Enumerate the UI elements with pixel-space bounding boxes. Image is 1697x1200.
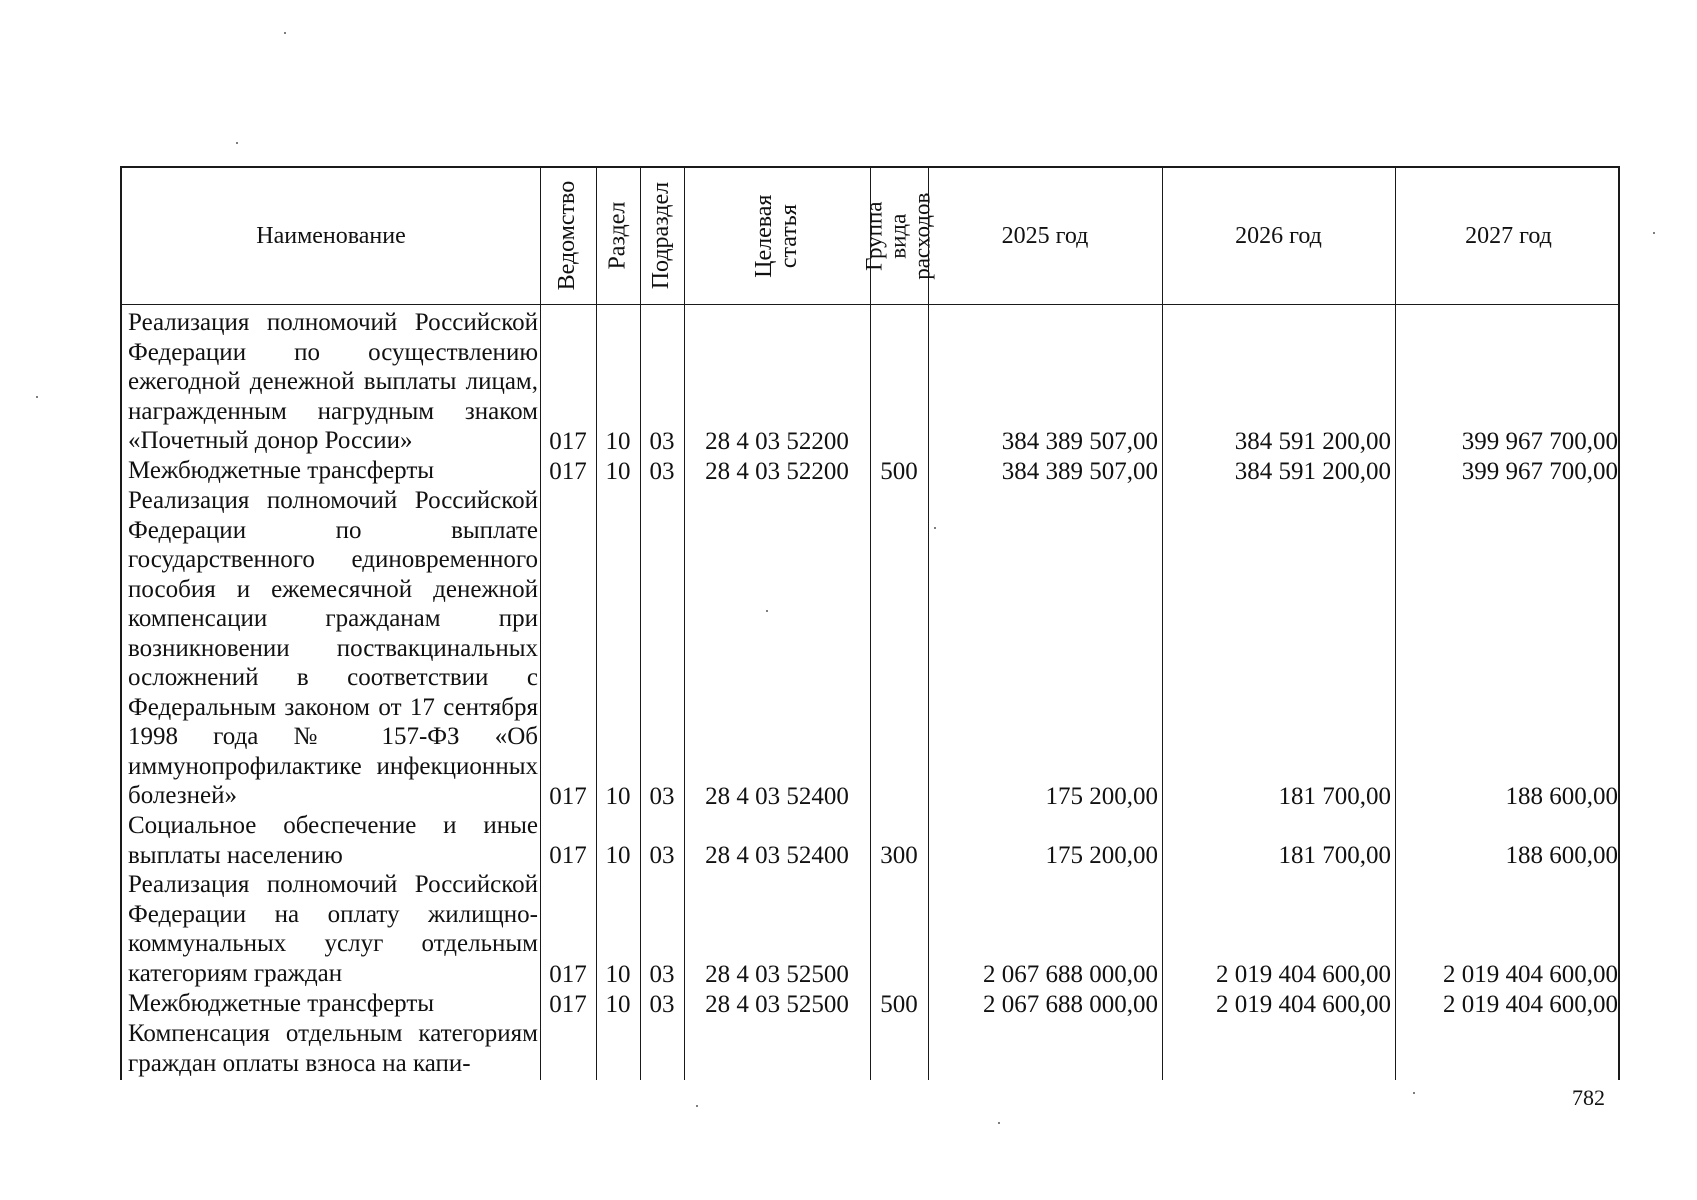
row-2025: 175 200,00 [1045,841,1158,869]
row-name: Компенсация отдельным категориям граждан оплаты взноса на капи- [128,1020,538,1077]
row-name: Межбюджетные трансферты [128,457,435,484]
row-2025: 2 067 688 000,00 [983,990,1158,1018]
header-2026: 2026 год [1235,222,1322,249]
header-group: Группа вида расходов [861,192,936,280]
budget-table [120,166,1620,1080]
page-number: 782 [1572,1085,1605,1110]
row-2026: 384 591 200,00 [1234,457,1391,485]
header-vedomstvo: Ведомство [554,181,581,291]
row-target: 28 4 03 52400 [705,841,849,869]
row-name: Социальное обеспечение и иные выплаты населению [128,812,538,869]
row-podrazdel: 03 [649,427,675,455]
row-group: 300 [880,841,918,869]
scan-speck [1413,1092,1415,1094]
scan-speck [696,1105,698,1107]
table-row [122,486,1618,811]
scan-speck [766,610,768,612]
row-2026: 181 700,00 [1278,782,1391,810]
row-2027: 399 967 700,00 [1461,457,1618,485]
row-2025: 384 389 507,00 [1001,457,1158,485]
scan-speck [1653,232,1655,234]
header-target: Целевая статья [750,194,802,278]
row-vedomstvo: 017 [549,960,587,988]
row-2026: 181 700,00 [1278,841,1391,869]
row-vedomstvo: 017 [549,782,587,810]
row-2026: 2 019 404 600,00 [1216,990,1391,1018]
table-row [122,811,1618,870]
row-2025: 384 389 507,00 [1001,427,1158,455]
row-2027: 188 600,00 [1505,782,1618,810]
row-target: 28 4 03 52200 [705,427,849,455]
table-row [122,1019,1618,1079]
row-group: 500 [880,990,918,1018]
row-target: 28 4 03 52500 [705,990,849,1018]
row-podrazdel: 03 [649,782,675,810]
row-vedomstvo: 017 [549,990,587,1018]
header-2027: 2027 год [1465,222,1552,249]
row-podrazdel: 03 [649,960,675,988]
scan-speck [236,142,238,144]
row-2027: 188 600,00 [1505,841,1618,869]
row-2025: 2 067 688 000,00 [983,960,1158,988]
row-razdel: 10 [605,427,631,455]
table-row [122,870,1618,989]
row-name: Реализация полномочий Российской Федерации на оплату жилищно-коммунальных услуг отдельным категориям граждан [128,871,538,987]
scan-speck [36,396,38,398]
scan-speck [284,32,286,34]
header-divider [122,304,1618,305]
header-razdel: Раздел [604,202,631,270]
row-2027: 2 019 404 600,00 [1443,990,1618,1018]
row-group: 500 [880,457,918,485]
row-razdel: 10 [605,990,631,1018]
row-razdel: 10 [605,782,631,810]
table-row [122,989,1618,1019]
row-2027: 399 967 700,00 [1461,427,1618,455]
table-row [122,456,1618,486]
row-name: Реализация полномочий Российской Федерации по осуществлению ежегодной денежной выплаты лицам, награжденным нагрудным знаком «Почетный донор России» [128,309,538,454]
scan-speck [934,527,936,529]
row-2026: 384 591 200,00 [1234,427,1391,455]
row-target: 28 4 03 52200 [705,457,849,485]
scan-speck [998,1122,1000,1124]
row-razdel: 10 [605,841,631,869]
row-razdel: 10 [605,457,631,485]
row-podrazdel: 03 [649,457,675,485]
row-vedomstvo: 017 [549,427,587,455]
row-target: 28 4 03 52400 [705,782,849,810]
header-name: Наименование [256,222,406,249]
row-name: Реализация полномочий Российской Федерации по выплате государственного единовременного пособия и ежемесячной денежной компенсации гражданам при возникновении поствакцинальных осложнений в соответствии с Федеральным законом от 17 сентября 1998 года № 157-ФЗ «Об иммунопрофилактике инфекционных болезней» [128,487,538,809]
row-target: 28 4 03 52500 [705,960,849,988]
row-podrazdel: 03 [649,841,675,869]
row-2027: 2 019 404 600,00 [1443,960,1618,988]
row-vedomstvo: 017 [549,457,587,485]
row-podrazdel: 03 [649,990,675,1018]
row-razdel: 10 [605,960,631,988]
row-vedomstvo: 017 [549,841,587,869]
header-2025: 2025 год [1001,222,1089,249]
row-2025: 175 200,00 [1045,782,1158,810]
row-2026: 2 019 404 600,00 [1216,960,1391,988]
table-row [122,308,1618,456]
row-name: Межбюджетные трансферты [128,990,435,1017]
header-podrazdel: Подраздел [648,182,675,290]
